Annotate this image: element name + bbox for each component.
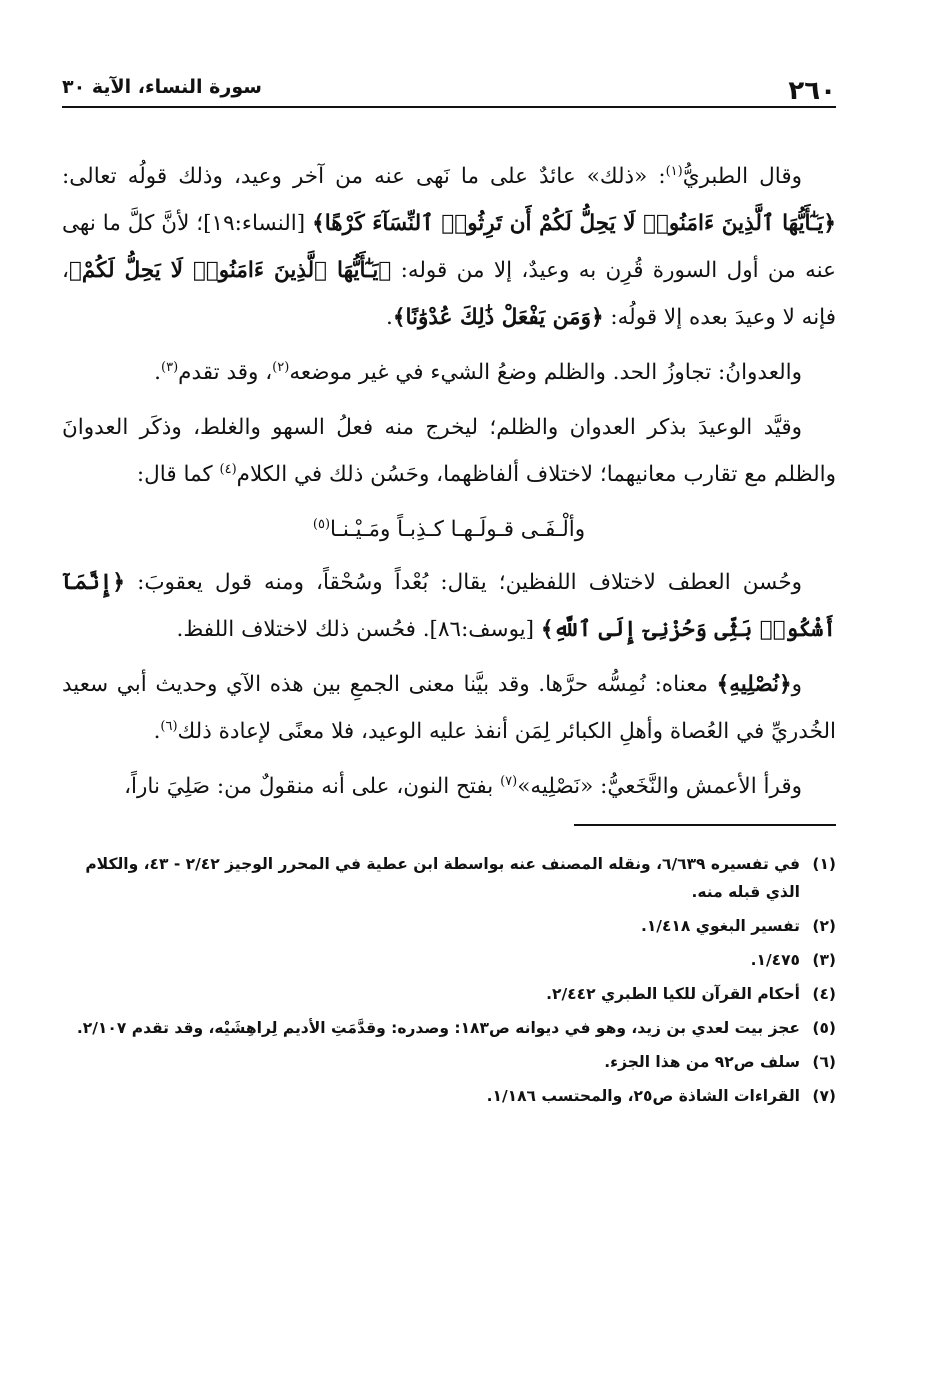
footnote-text: سلف ص٩٢ من هذا الجزء. xyxy=(604,1053,800,1071)
footnote-text: القراءات الشاذة ص٢٥، والمحتسب ١/١٨٦. xyxy=(486,1087,800,1105)
footnote-number: (٧) xyxy=(812,1087,836,1105)
footnote-number: (٤) xyxy=(812,985,836,1003)
text-run: كما قال: xyxy=(136,462,220,487)
quran-quote: ﴿إِنَّمَآ أَشْكُوا۟ بَثِّى وَحُزْنِىٓ إِلَى ٱللَّهِ﴾ xyxy=(62,570,836,642)
footnote-number: (٣) xyxy=(812,951,836,969)
footnote-number: (٦) xyxy=(812,1053,836,1071)
text-run: [يوسف:٨٦]. فحُسن ذلك لاختلاف اللفظ. xyxy=(176,617,541,642)
footnote-ref: (٥) xyxy=(312,516,331,532)
footnote xyxy=(62,1014,836,1042)
footnote xyxy=(62,912,836,940)
footnote-text: ١/٤٧٥. xyxy=(750,951,800,969)
text-run: وحُسن العطف لاختلاف اللفظين؛ يقال: بُعْداً وسُحْقاً، ومنه قول يعقوبَ: xyxy=(125,570,802,595)
quran-quote: ﴿يَـٰٓأَيُّهَا ٱلَّذِينَ ءَامَنُوا۟ لَا يَحِلُّ لَكُمْ﴾ xyxy=(68,258,392,283)
footnote-ref: (٦) xyxy=(160,718,178,734)
footnote-text: في تفسيره ٦/٦٣٩، ونقله المصنف عنه بواسطة ابن عطية في المحرر الوجيز ٢/٤٢ - ٤٣، والكلام الذي قبله منه. xyxy=(85,855,800,901)
footnote-number: (٢) xyxy=(812,917,836,935)
text-run: و xyxy=(791,672,802,697)
quran-quote: ﴿نُصْلِيهِ﴾ xyxy=(716,672,792,697)
footnote-text: أحكام القرآن للكيا الطبري ٢/٤٤٢. xyxy=(546,985,800,1003)
page xyxy=(62,62,836,1362)
text-run: . xyxy=(154,360,162,385)
footnote-ref: (٧) xyxy=(500,773,518,789)
paragraph-6 xyxy=(62,763,836,810)
running-title: سورة النساء، الآية ٣٠ xyxy=(62,76,262,98)
paragraph-5 xyxy=(62,661,836,755)
paragraph-1 xyxy=(62,153,836,341)
paragraph-3 xyxy=(62,404,836,498)
footnote-ref: (٢) xyxy=(272,359,290,375)
text-run: ، وقد تقدم xyxy=(178,360,273,385)
footnote xyxy=(62,980,836,1008)
footnote-ref: (٣) xyxy=(161,359,179,375)
paragraph-2 xyxy=(62,349,836,396)
paragraph-4 xyxy=(62,559,836,653)
page-number: ٢٦٠ xyxy=(788,76,836,106)
main-text xyxy=(62,153,836,810)
footnote xyxy=(62,946,836,974)
verse-text: وألْـفَـى قـولَـهـا كـذِبـاً ومَـيْـنـا xyxy=(330,517,586,542)
text-run: ، فإنه لا وعيدَ بعده إلا قولُه: xyxy=(62,258,836,330)
text-run: [النساء:١٩]؛ لأنَّ كلَّ ما نهى عنه من أول السورة قُرِن به وعيدٌ، إلا من قوله: xyxy=(62,211,836,283)
text-run: وقرأ الأعمش والنَّخَعيُّ: «نَصْلِيه» xyxy=(517,774,802,799)
footnote-number: (٥) xyxy=(812,1019,836,1037)
page-header xyxy=(62,62,836,108)
text-run: والعدوانُ: تجاوزُ الحد. والظلم وضعُ الشيء في غير موضعه xyxy=(289,360,802,385)
footnote xyxy=(62,850,836,906)
poetry-verse xyxy=(62,506,836,553)
text-run: . xyxy=(153,719,161,744)
footnote xyxy=(62,1082,836,1110)
footnote-text: تفسير البغوي ١/٤١٨. xyxy=(640,917,800,935)
text-run: . xyxy=(386,305,393,330)
text-run: وقال الطبريُّ xyxy=(682,164,802,189)
footnote xyxy=(62,1048,836,1076)
text-run: وقيَّد الوعيدَ بذكر العدوان والظلم؛ ليخرج منه فعلُ السهو والغلط، وذكَر العدوانَ والظلم مع تقارب معانيهما؛ لاختلاف ألفاظهما، وحَسُن ذلك في الكلام xyxy=(62,415,836,487)
quran-quote: ﴿وَمَن يَفْعَلْ ذَٰلِكَ عُدْوَٰنًا﴾ xyxy=(392,305,604,330)
text-run: : «ذلك» عائدٌ على ما نَهى عنه من آخر وعيد، وذلك قولُه تعالى: xyxy=(62,164,666,189)
footnote-divider xyxy=(574,824,836,826)
text-run: معناه: نُمِسُّه حرَّها. وقد بيَّنا معنى الجمعِ بين هذه الآي وحديث أبي سعيد الخُدريِّ في العُصاة وأهلِ الكبائر لِمَن أنفذ عليه الوعيد، فلا معنًى لإعادة ذلك xyxy=(62,672,836,744)
footnote-number: (١) xyxy=(812,855,836,873)
footnote-ref: (١) xyxy=(665,163,683,179)
footnotes xyxy=(62,850,836,1110)
footnote-text: عجز بيت لعدي بن زيد، وهو في ديوانه ص١٨٣: وصدره: وقدَّمَتِ الأديم لِراهِشَيْه، وقد تقدم ٢/١٠٧. xyxy=(76,1019,800,1037)
text-run: بفتح النون، على أنه منقولٌ من: صَلِيَ ناراً، xyxy=(124,774,501,799)
quran-quote: ﴿يَـٰٓأَيُّهَا ٱلَّذِينَ ءَامَنُوا۟ لَا يَحِلُّ لَكُمْ أَن تَرِثُوا۟ ٱلنِّسَآءَ كَرْهًا﴾ xyxy=(312,211,836,236)
footnote-ref: (٤) xyxy=(219,461,237,477)
